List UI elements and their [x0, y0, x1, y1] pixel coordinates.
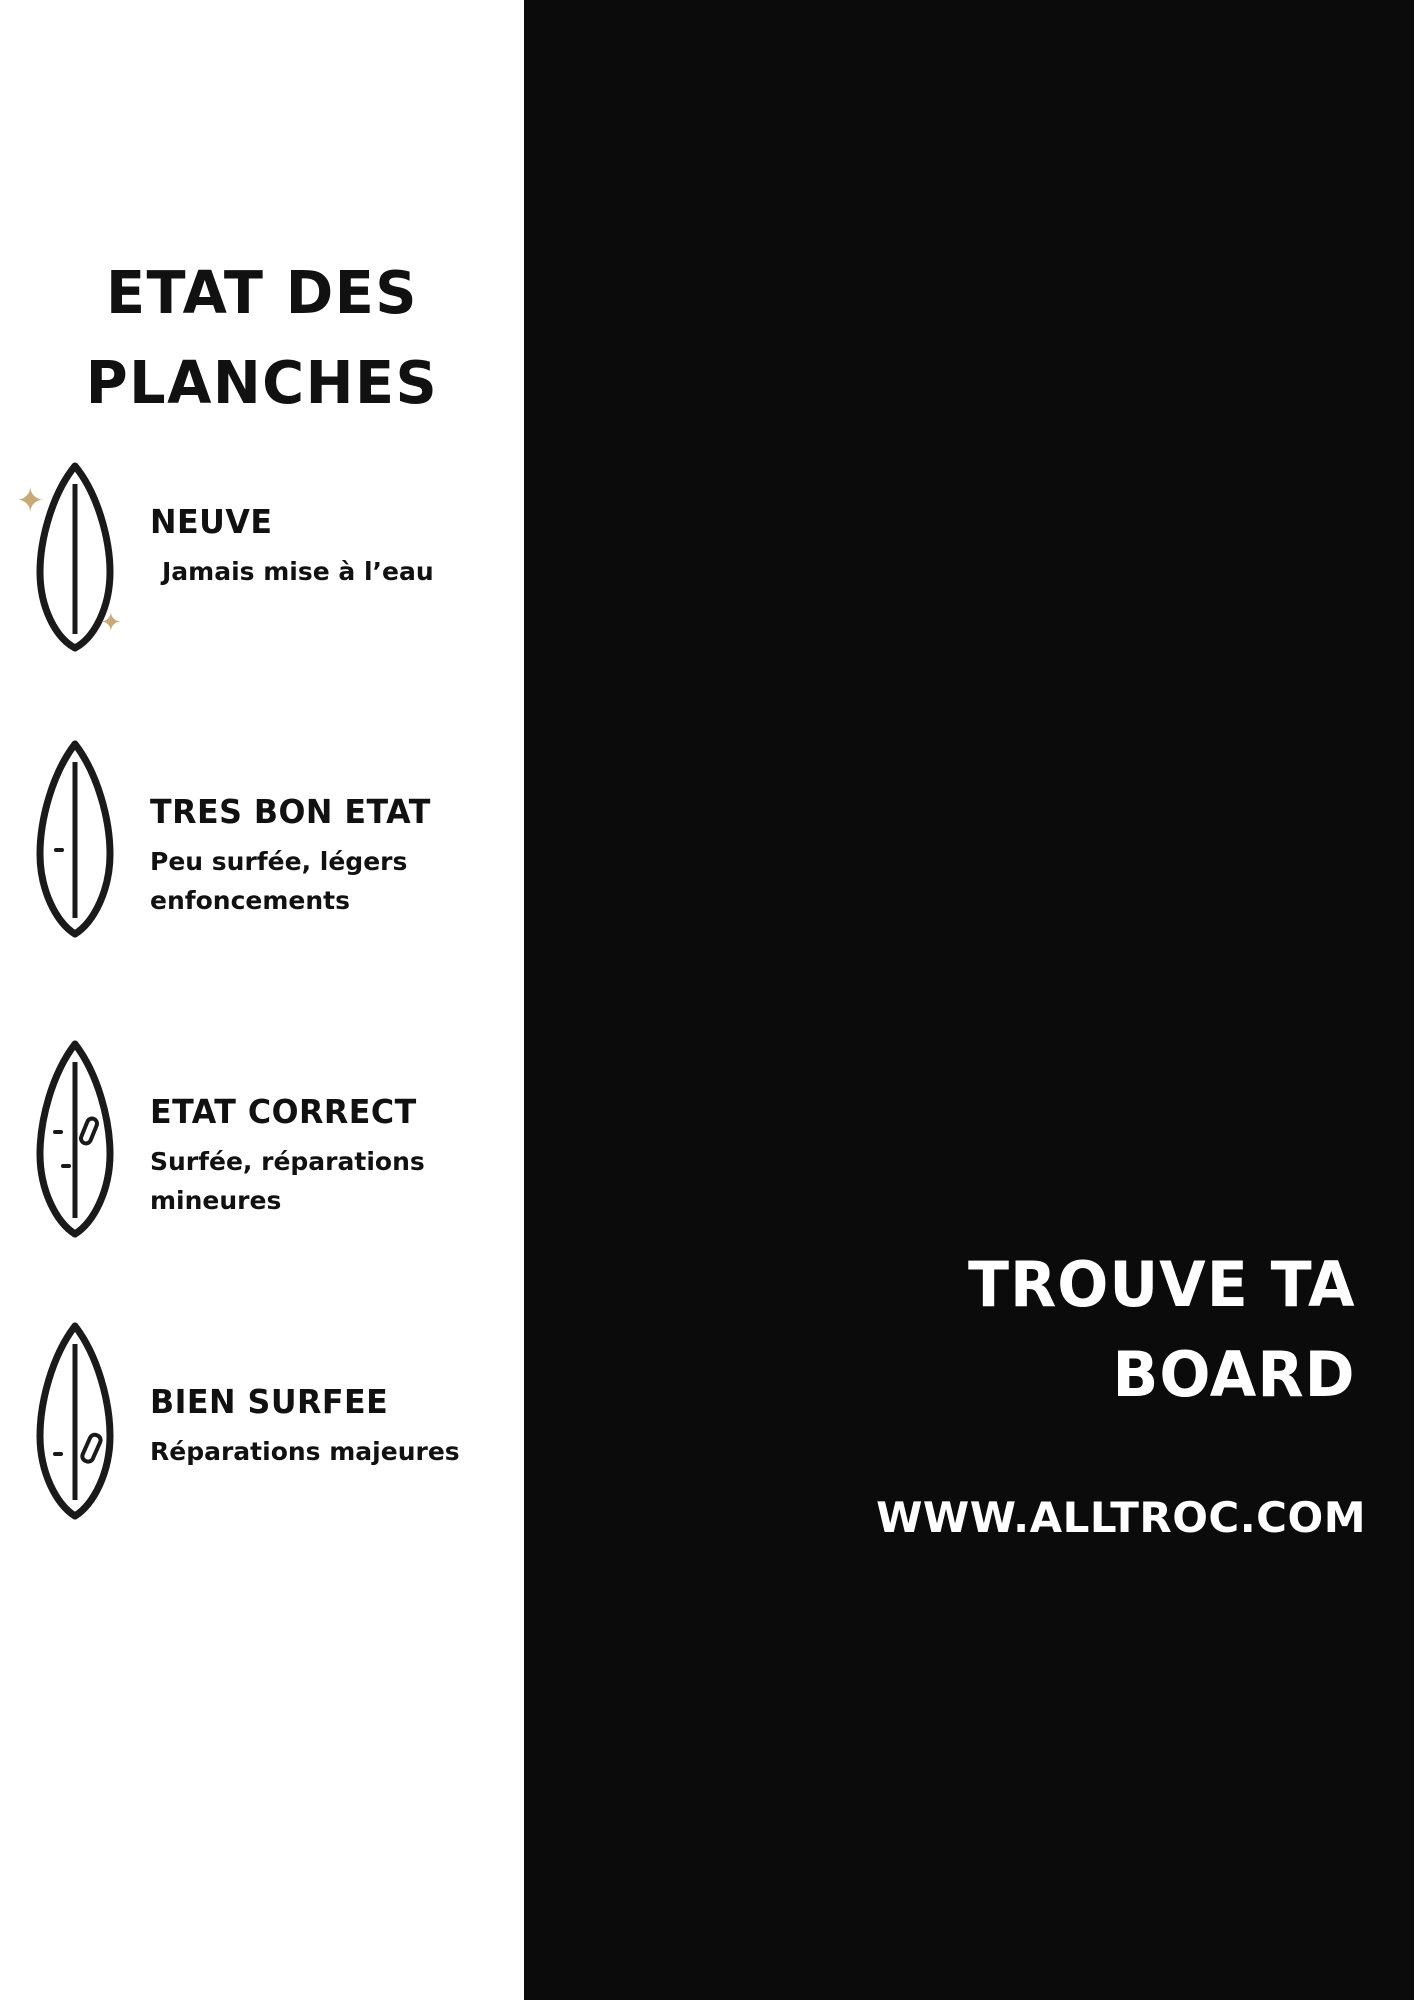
surfboard-icon-wrapper: [0, 462, 150, 662]
sparkle-icon: ✦: [16, 481, 45, 521]
condition-description: Jamais mise à l’eau: [162, 557, 434, 586]
cta-block: [666, 1240, 1366, 1420]
right-panel: [524, 0, 1414, 2000]
condition-description: Réparations majeures: [150, 1437, 460, 1466]
condition-text: [150, 740, 480, 921]
surfboard-icon-wrapper: [0, 1322, 150, 1522]
website-url[interactable]: WWW.ALLTROC.COM: [876, 1493, 1366, 1542]
page-title: [0, 248, 524, 427]
condition-row: [0, 740, 524, 940]
sparkle-icon: ✦: [100, 608, 122, 638]
condition-text: [150, 1040, 480, 1221]
cta-line-1: TROUVE TA: [968, 1248, 1356, 1321]
condition-title: TRES BON ETAT: [150, 792, 431, 831]
condition-description: Peu surfée, légers enfoncements: [150, 847, 408, 915]
condition-description: Surfée, réparations mineures: [150, 1147, 425, 1215]
left-panel: [0, 0, 524, 2000]
condition-row: [0, 462, 524, 662]
condition-row: [0, 1040, 524, 1240]
condition-row: [0, 1322, 524, 1522]
page-title-line-1: ETAT DES: [106, 258, 418, 327]
surfboard-icon-wrapper: [0, 1040, 150, 1240]
page-title-line-2: PLANCHES: [85, 347, 439, 417]
condition-title: BIEN SURFEE: [150, 1382, 389, 1421]
surfboard-icon: [32, 740, 118, 940]
condition-text: [150, 1322, 460, 1472]
condition-title: NEUVE: [150, 502, 273, 541]
surfboard-icon: [32, 1322, 118, 1522]
cta-line-2: BOARD: [1112, 1337, 1356, 1411]
surfboard-icon-wrapper: [0, 740, 150, 940]
condition-text: [150, 462, 434, 592]
condition-title: ETAT CORRECT: [150, 1092, 417, 1131]
surfboard-icon: [32, 1040, 118, 1240]
